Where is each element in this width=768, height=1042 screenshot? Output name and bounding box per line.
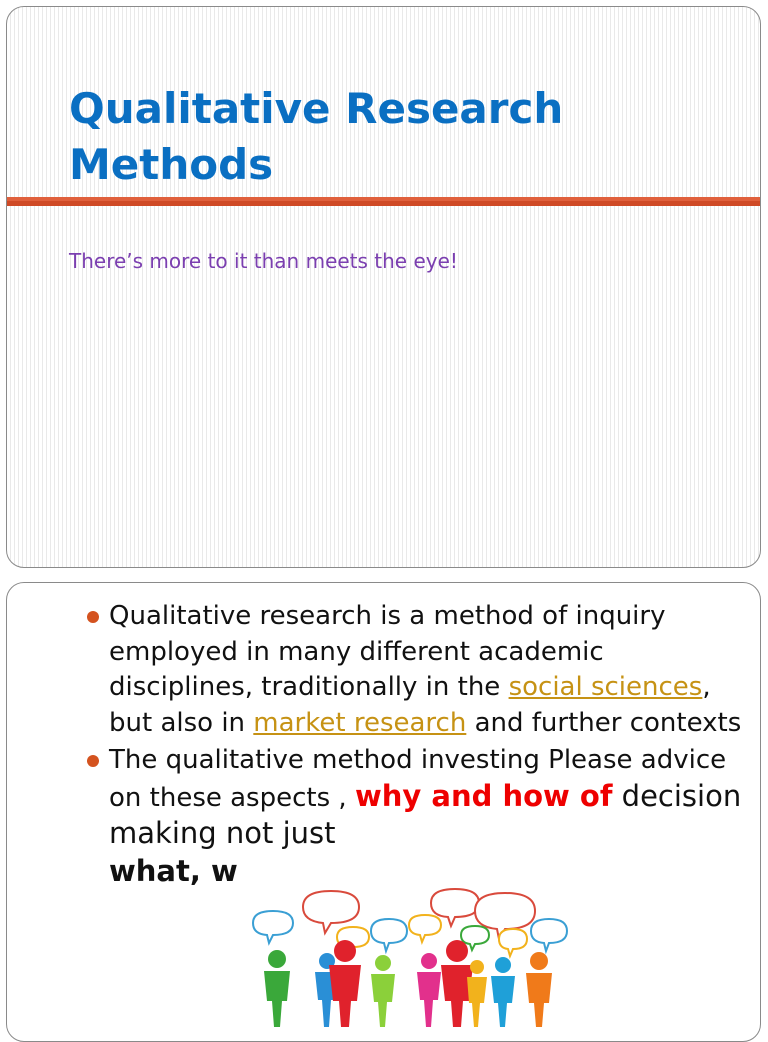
social-sciences-link[interactable]: social sciences	[508, 672, 703, 702]
slide-title	[69, 81, 729, 193]
bullet-dot-icon	[87, 611, 99, 623]
slide-subtitle: There’s more to it than meets the eye!	[69, 249, 458, 273]
bullet-2-emphasis-bold: what, w	[109, 853, 238, 888]
bullet-1-text-a: Qualitative research is a method of inquiry employed in many different academic disciplines, traditionally in the	[109, 601, 666, 702]
bullet-1-text-c: and further contexts	[466, 707, 742, 738]
market-research-link[interactable]: market research	[253, 707, 467, 738]
slide-title-line-1: Qualitative Research	[69, 84, 564, 133]
bullet-2-text-a: The qualitative method investing Please advice on these aspects ,	[109, 745, 727, 813]
bullet-2-emphasis-red: why and how of	[354, 778, 613, 813]
title-slide	[6, 6, 761, 568]
bullet-1-text-b: , but also in	[109, 672, 711, 738]
slide-title-line-2: Methods	[69, 140, 274, 189]
content-slide	[6, 582, 761, 1042]
bullet-item-method	[87, 743, 747, 891]
bullet-item-definition	[87, 599, 747, 741]
bullet-dot-icon	[87, 755, 99, 767]
bullet-2-text-b: decision making not just	[109, 778, 742, 850]
bullet-list	[87, 599, 747, 891]
title-divider-thick	[7, 201, 760, 206]
people-with-speech-bubbles-icon	[231, 887, 591, 1027]
